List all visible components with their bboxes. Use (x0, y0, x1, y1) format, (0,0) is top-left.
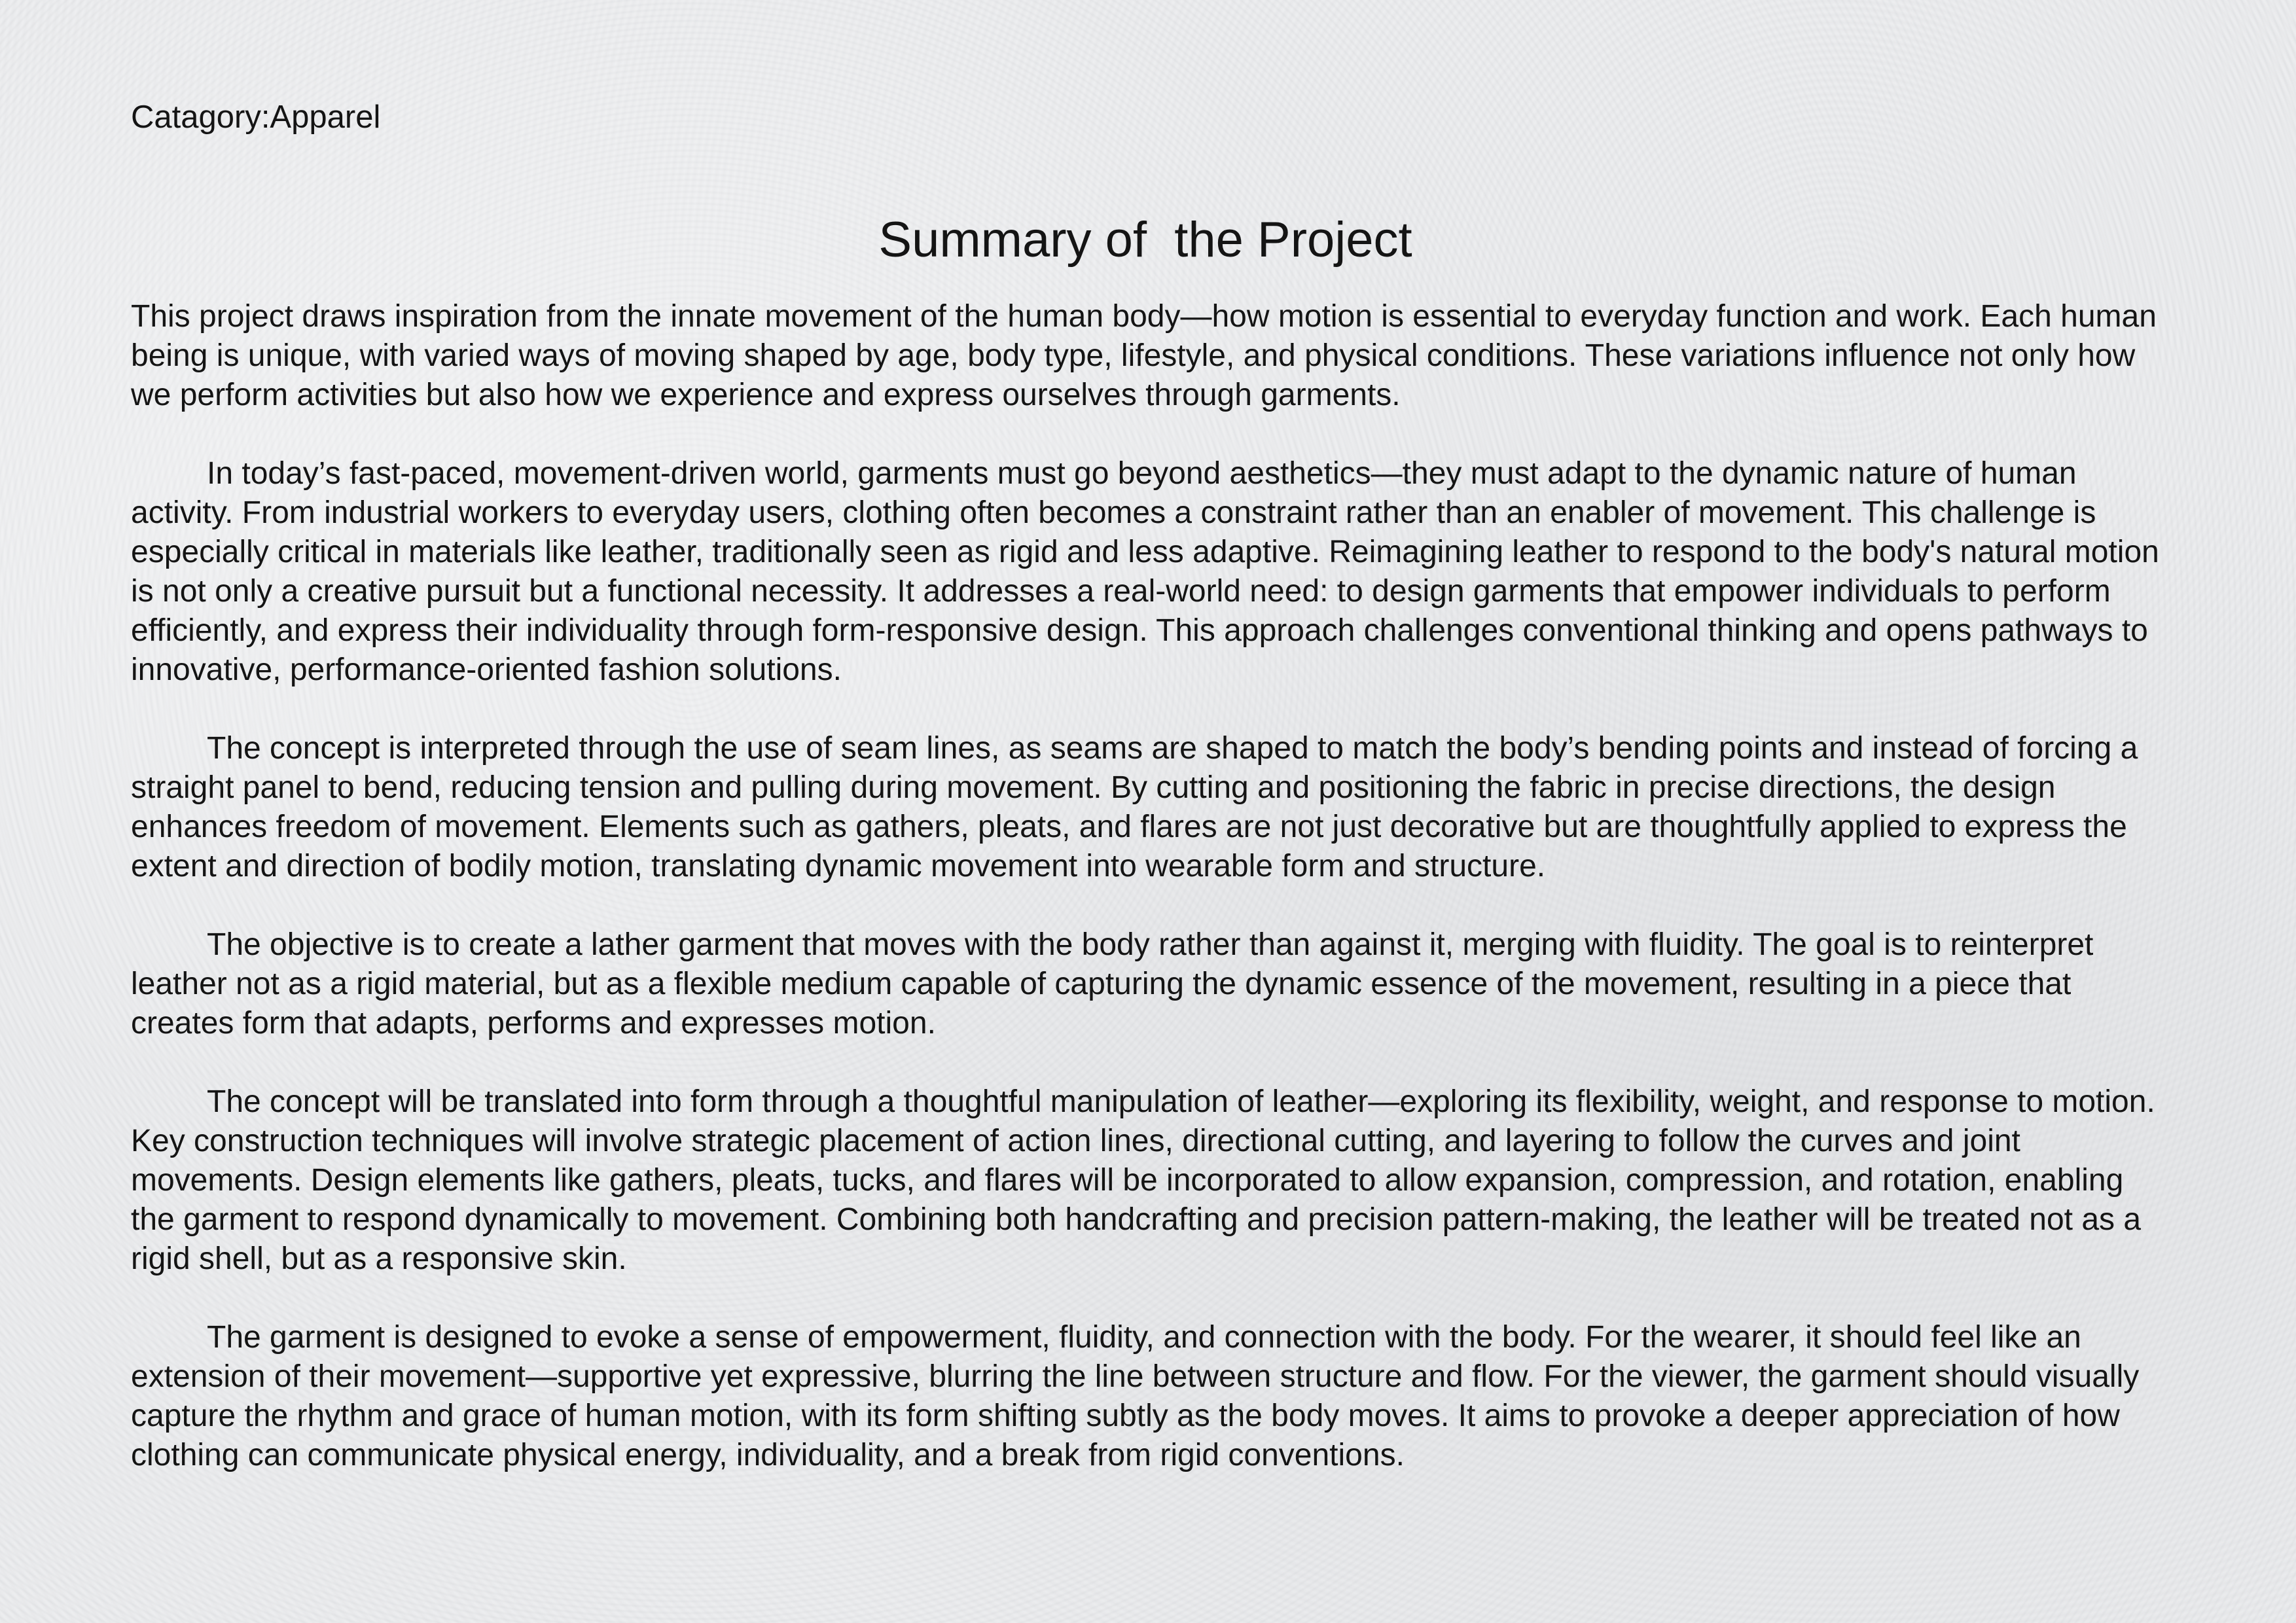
summary-body (131, 297, 2160, 1475)
paragraph-objective: The objective is to create a lather garment that moves with the body rather than against it, merging with fluidity. The goal is to reinterpret leather not as a rigid material, but as a flexible medium capable of capturing the dynamic essence of the movement, resulting in a piece that creates form that adapts, performs and expresses motion. (131, 927, 2094, 1041)
paragraph-experience: The garment is designed to evoke a sense of empowerment, fluidity, and connection with the body. For the wearer, it should feel like an extension of their movement—supportive yet expressive, blurring the line between structure and flow. For the viewer, the garment should visually capture the rhythm and grace of human motion, with its form shifting subtly as the body moves. It aims to provoke a deeper appreciation of how clothing can communicate physical energy, individuality, and a break from rigid conventions. (131, 1320, 2140, 1473)
paragraph-context: In today’s fast-paced, movement-driven world, garments must go beyond aesthetics—they must adapt to the dynamic nature of human activity. From industrial workers to everyday users, clothing often becomes a constraint rather than an enabler of movement. This challenge is especially critical in materials like leather, traditionally seen as rigid and less adaptive. Reimagining leather to respond to the body's natural motion is not only a creative pursuit but a functional necessity. It addresses a real-world need: to design garments that empower individuals to perform efficiently, and express their individuality through form-responsive design. This approach challenges conventional thinking and opens pathways to innovative, performance-oriented fashion solutions. (131, 456, 2159, 688)
paragraph-concept: The concept is interpreted through the use of seam lines, as seams are shaped to match the body’s bending points and instead of forcing a straight panel to bend, reducing tension and pulling during movement. By cutting and positioning the fabric in precise directions, the design enhances freedom of movement. Elements such as gathers, pleats, and flares are not just decorative but are thoughtfully applied to express the extent and direction of bodily motion, translating dynamic movement into wearable form and structure. (131, 731, 2138, 884)
document-page (131, 98, 2160, 1514)
category-label: Catagory:Apparel (131, 99, 381, 135)
paragraph-construction: The concept will be translated into form through a thoughtful manipulation of leather—exploring its flexibility, weight, and response to motion. Key construction techniques will involve strategic placement of action lines, directional cutting, and layering to follow the curves and joint movements. Design elements like gathers, pleats, tucks, and flares will be incorporated to allow expansion, compression, and rotation, enabling the garment to respond dynamically to movement. Combining both handcrafting and precision pattern-making, the leather will be treated not as a rigid shell, but as a responsive skin. (131, 1084, 2155, 1277)
page-title: Summary of the Project (878, 211, 1412, 268)
paragraph-intro: This project draws inspiration from the innate movement of the human body—how motion is essential to everyday function and work. Each human being is unique, with varied ways of moving shaped by age, body type, lifestyle, and physical conditions. These variations influence not only how we perform activities but also how we experience and express ourselves through garments. (131, 299, 2157, 413)
